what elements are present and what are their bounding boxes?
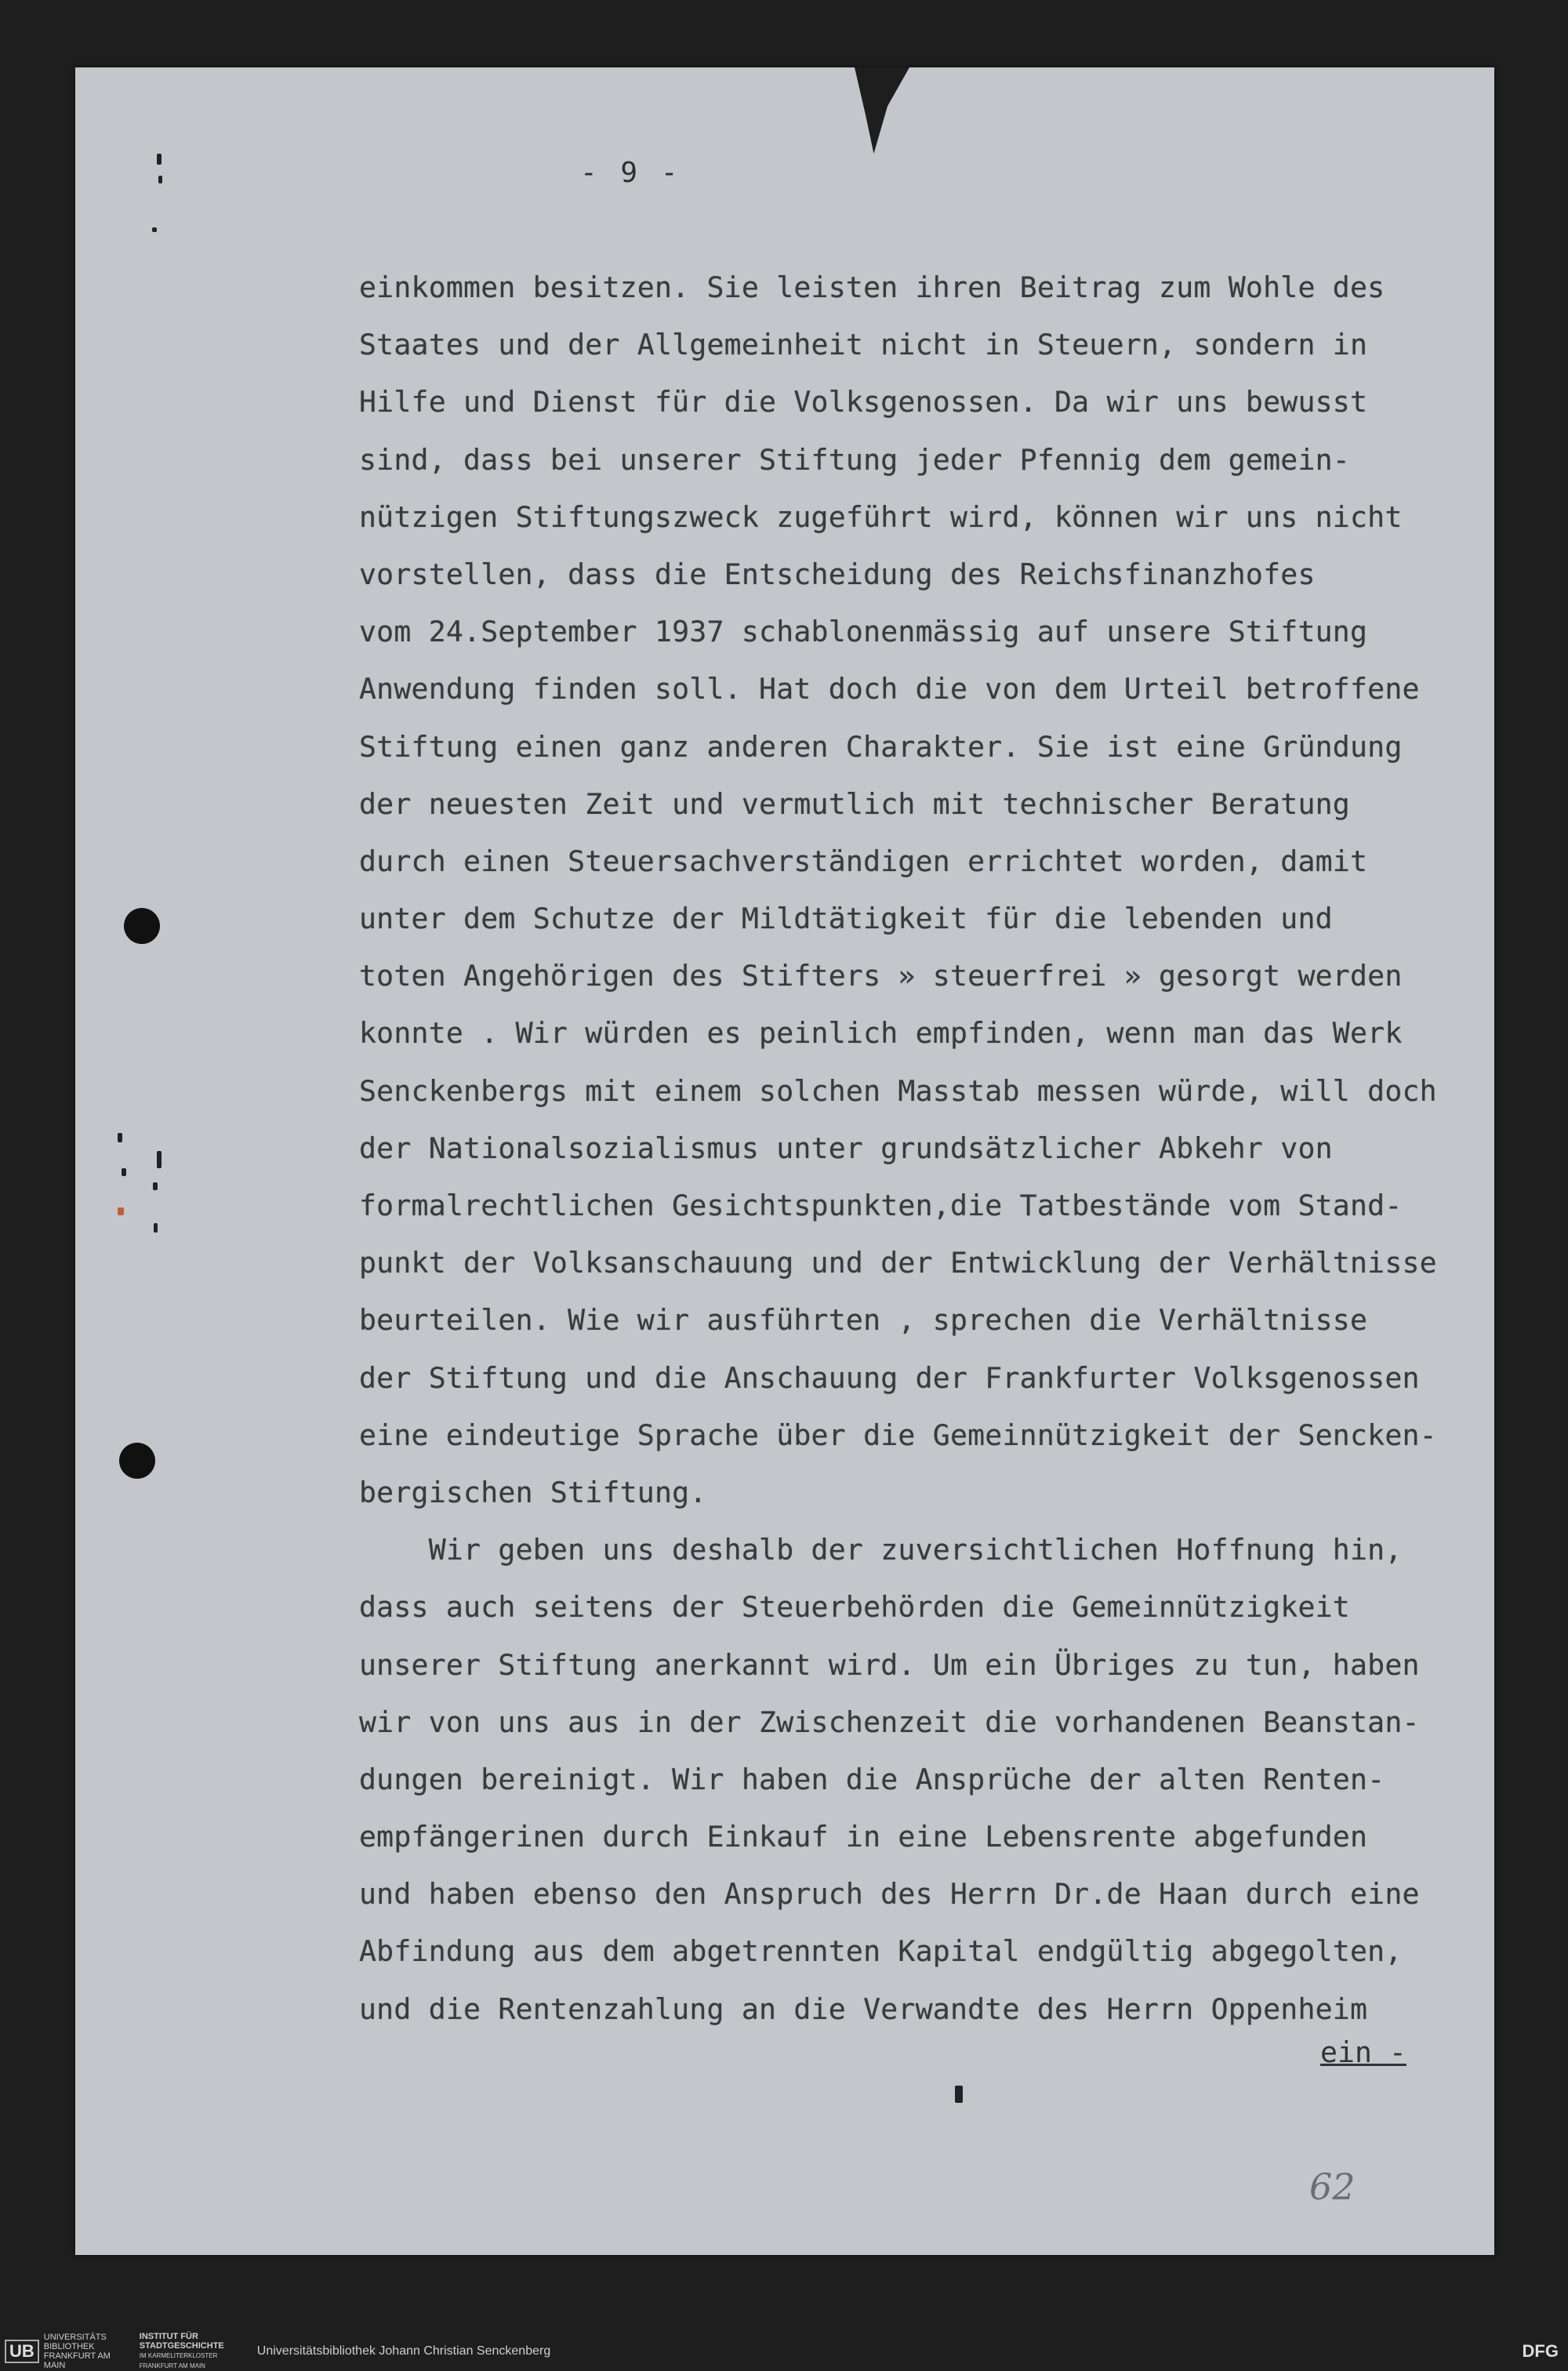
- punch-hole-upper: [124, 908, 160, 944]
- text-line: Stiftung einen ganz anderen Charakter. Sie ist eine Gründung: [359, 729, 1403, 764]
- text-line: toten Angehörigen des Stifters » steuerfrei » gesorgt werden: [359, 959, 1403, 993]
- typed-text-body: [359, 259, 1480, 2038]
- margin-mark: [118, 1133, 122, 1142]
- text-line: und haben ebenso den Anspruch des Herrn Dr.de Haan durch eine: [359, 1877, 1420, 1912]
- isg-title: INSTITUT FÜR STADTGESCHICHTE: [139, 2332, 224, 2351]
- text-line: wir von uns aus in der Zwischenzeit die vorhandenen Beanstan-: [359, 1705, 1420, 1739]
- text-line: Wir geben uns deshalb der zuversichtlichen Hoffnung hin,: [359, 1533, 1403, 1567]
- margin-mark: [152, 227, 157, 232]
- isg-logo: [140, 2332, 234, 2371]
- text-line: nützigen Stiftungszweck zugeführt wird, können wir uns nicht: [359, 499, 1403, 534]
- text-line: vorstellen, dass die Entscheidung des Reichsfinanzhofes: [359, 557, 1316, 591]
- text-line: Staates und der Allgemeinheit nicht in Steuern, sondern in: [359, 328, 1368, 362]
- margin-mark: [955, 2086, 963, 2103]
- text-line: unserer Stiftung anerkannt wird. Um ein Übriges zu tun, haben: [359, 1647, 1420, 1682]
- ub-caption: UNIVERSITÄTS BIBLIOTHEK FRANKFURT AM MAIN: [43, 2333, 111, 2370]
- footer-bar: [0, 2333, 1568, 2370]
- margin-mark: [157, 154, 162, 165]
- text-line: formalrechtlichen Gesichtspunkten,die Tatbestände vom Stand-: [359, 1189, 1403, 1222]
- text-line: der neuesten Zeit und vermutlich mit technischer Beratung: [359, 786, 1350, 821]
- text-line: und die Rentenzahlung an die Verwandte des Herrn Oppenheim: [359, 1992, 1368, 2026]
- text-line: Senckenbergs mit einem solchen Masstab messen würde, will doch: [359, 1073, 1437, 1108]
- text-line: der Nationalsozialismus unter grundsätzlicher Abkehr von: [359, 1131, 1333, 1165]
- punch-hole-lower: [119, 1443, 155, 1479]
- rust-mark: [118, 1207, 124, 1215]
- handwritten-folio-number: 62: [1309, 2166, 1356, 2208]
- text-line: einkommen besitzen. Sie leisten ihren Beitrag zum Wohle des: [359, 271, 1385, 304]
- dfg-logo: DFG: [1522, 2341, 1559, 2361]
- library-name: Universitätsbibliothek Johann Christian Senckenberg: [256, 2344, 551, 2358]
- text-line: durch einen Steuersachverständigen errichtet worden, damit: [359, 844, 1368, 878]
- catchword: ein -: [1320, 2035, 1406, 2069]
- text-line: empfängerinen durch Einkauf in eine Lebensrente abgefunden: [359, 1820, 1368, 1854]
- text-line: Anwendung finden soll. Hat doch die von dem Urteil betroffene: [359, 672, 1420, 706]
- text-line: unter dem Schutze der Mildtätigkeit für die lebenden und: [359, 902, 1333, 936]
- text-line: bergischen Stiftung.: [359, 1475, 707, 1509]
- text-line: Hilfe und Dienst für die Volksgenossen. Da wir uns bewusst: [359, 385, 1368, 419]
- isg-caption: IM KARMELITERKLOSTER FRANKFURT AM MAIN: [139, 2352, 218, 2369]
- text-line: konnte . Wir würden es peinlich empfinden, wenn man das Werk: [359, 1016, 1403, 1051]
- margin-mark: [154, 1223, 158, 1233]
- margin-mark: [157, 1151, 162, 1168]
- text-line: dungen bereinigt. Wir haben die Ansprüche der alten Renten-: [359, 1762, 1385, 1796]
- text-line: sind, dass bei unserer Stiftung jeder Pfennig dem gemein-: [359, 442, 1350, 477]
- margin-mark: [122, 1168, 126, 1176]
- text-line: der Stiftung und die Anschauung der Frankfurter Volksgenossen: [359, 1360, 1420, 1395]
- text-line: dass auch seitens der Steuerbehörden die Gemeinnützigkeit: [359, 1590, 1350, 1625]
- text-line: eine eindeutige Sprache über die Gemeinnützigkeit der Sencken-: [359, 1418, 1437, 1452]
- margin-mark: [153, 1182, 158, 1190]
- text-line: beurteilen. Wie wir ausführten , sprechen die Verhältnisse: [359, 1303, 1368, 1338]
- text-line: punkt der Volksanschauung und der Entwicklung der Verhältnisse: [359, 1246, 1437, 1280]
- ub-logo: UB: [5, 2340, 39, 2363]
- page-number: - 9 -: [580, 157, 681, 189]
- text-line: Abfindung aus dem abgetrennten Kapital endgültig abgegolten,: [359, 1934, 1403, 1969]
- margin-mark: [158, 176, 162, 183]
- text-line: vom 24.September 1937 schablonenmässig auf unsere Stiftung: [359, 615, 1368, 649]
